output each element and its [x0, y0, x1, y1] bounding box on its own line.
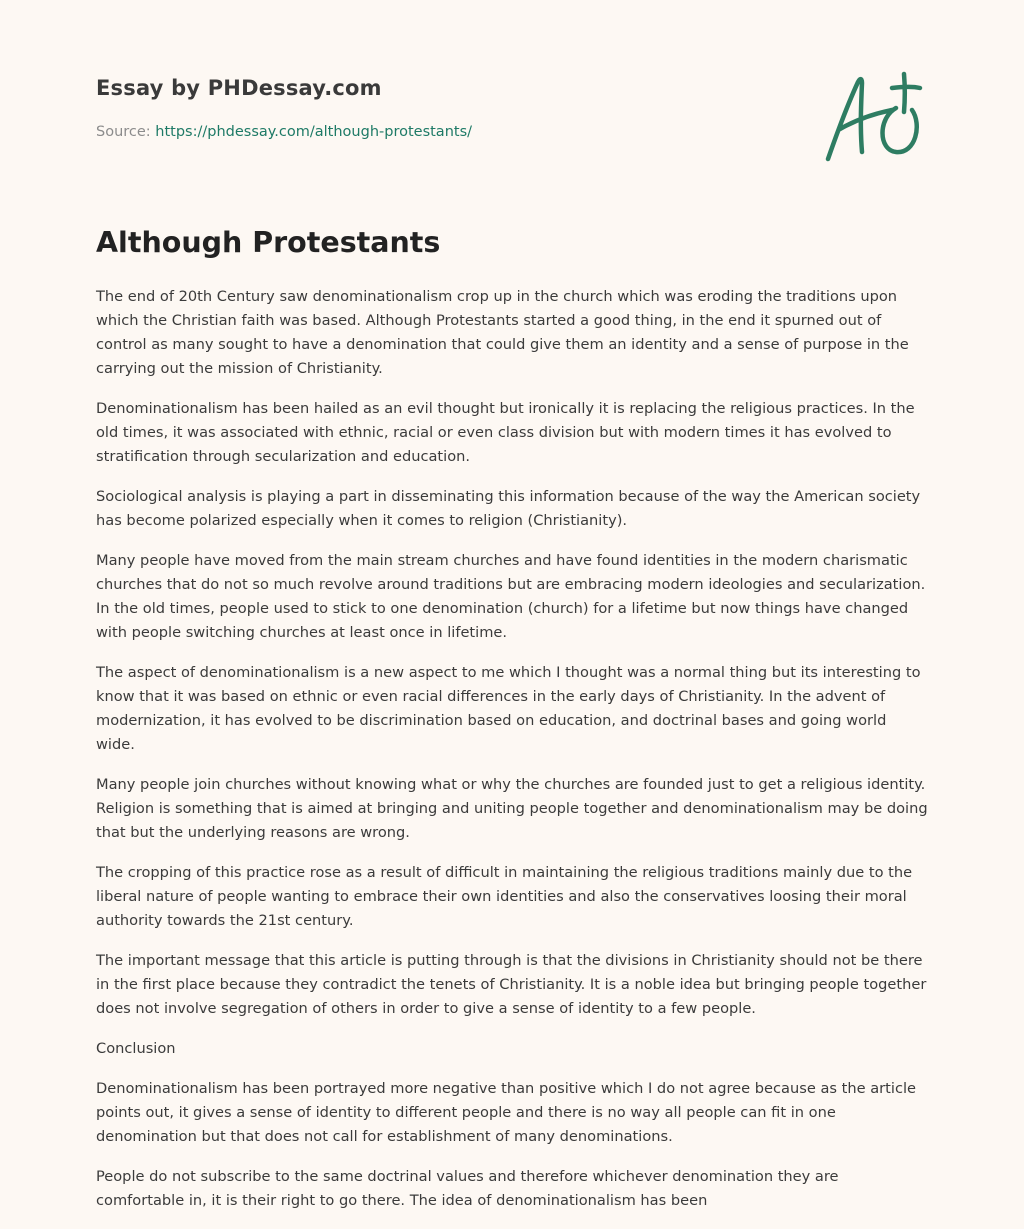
- paragraph: Many people have moved from the main stream churches and have found identities in the modern charismatic churches that do not so much revolve around traditions but are embracing modern ideologies and secularization. In the old times, people used to stick to one denomination (church) for a lifetime but now things have changed with people switching churches at least once in lifetime.: [96, 552, 926, 641]
- site-title: Essay by PHDessay.com: [96, 76, 382, 100]
- a-plus-logo-icon: [820, 66, 924, 166]
- essay-title: Although Protestants: [96, 226, 441, 259]
- paragraph: Sociological analysis is playing a part in disseminating this information because of the way the American society has become polarized especially when it comes to religion (Christianity).: [96, 488, 921, 529]
- paragraph: Many people join churches without knowing what or why the churches are founded just to get a religious identity. Religion is something that is aimed at bringing and uniting people together and denominationalism may be doing that but the underlying reasons are wrong.: [96, 776, 928, 841]
- paragraph: Denominationalism has been hailed as an evil thought but ironically it is replacing the religious practices. In the old times, it was associated with ethnic, racial or even class division but with modern times it has evolved to stratification through secularization and education.: [96, 400, 915, 465]
- section-heading-conclusion: Conclusion: [96, 1040, 176, 1057]
- source-line: [96, 124, 472, 140]
- paragraph: The aspect of denominationalism is a new aspect to me which I thought was a normal thing but its interesting to know that it was based on ethnic or even racial differences in the early days of Christianity. In the advent of modernization, it has evolved to be discrimination based on education, and doctrinal bases and going world wide.: [96, 664, 921, 753]
- paragraph: The end of 20th Century saw denominationalism crop up in the church which was eroding the traditions upon which the Christian faith was based. Although Protestants started a good thing, in the end it spurned out of control as many sought to have a denomination that could give them an identity and a sense of purpose in the carrying out the mission of Christianity.: [96, 288, 909, 377]
- paragraph: Denominationalism has been portrayed more negative than positive which I do not agree because as the article points out, it gives a sense of identity to different people and there is no way all people can fit in one denomination but that does not call for establishment of many denominations.: [96, 1080, 917, 1145]
- paragraph: The cropping of this practice rose as a result of difficult in maintaining the religious traditions mainly due to the liberal nature of people wanting to embrace their own identities and also the conservatives loosing their moral authority towards the 21st century.: [96, 864, 913, 929]
- source-link[interactable]: https://phdessay.com/although-protestants/: [155, 124, 473, 140]
- essay-body: [96, 285, 928, 1229]
- source-label: Source:: [96, 124, 151, 140]
- paragraph: People do not subscribe to the same doctrinal values and therefore whichever denomination they are comfortable in, it is their right to go there. The idea of denominationalism has been: [96, 1168, 839, 1209]
- paragraph: The important message that this article is putting through is that the divisions in Christianity should not be there in the first place because they contradict the tenets of Christianity. It is a noble idea but bringing people together does not involve segregation of others in order to give a sense of identity to a few people.: [96, 952, 927, 1017]
